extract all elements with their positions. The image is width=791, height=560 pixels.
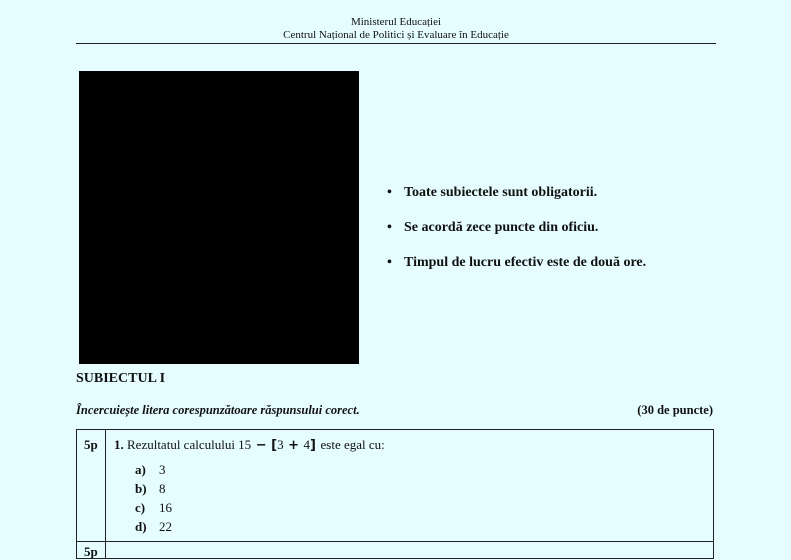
answer-option[interactable] [135,481,172,500]
rule-item [387,220,646,255]
questions-table [76,429,714,559]
answer-option[interactable] [135,519,172,538]
exam-rules-list [387,185,646,290]
operand: 3 [277,437,284,452]
question-score: 5p [84,544,98,559]
answer-value: 8 [159,481,166,496]
question-score: 5p [84,437,98,452]
redacted-block [79,71,359,364]
question-prefix: Rezultatul calculului 15 [127,437,252,452]
answer-value: 22 [159,519,172,534]
answer-option[interactable] [135,462,172,481]
section-title: SUBIECTUL I [76,371,166,386]
answer-letter: c) [135,500,146,515]
answer-options [135,462,172,538]
operand: 4 [303,437,311,452]
rule-text: Timpul de lucru efectiv este de două ore. [404,255,647,270]
answer-letter: d) [135,519,147,534]
rule-item [387,185,646,220]
bullet-icon: • [387,220,392,235]
ministry-name: Ministerul Educației [350,16,442,28]
bullet-icon: • [387,185,392,200]
operator: − [ [251,438,278,453]
answer-value: 16 [159,500,172,515]
center-name: Centrul Național de Politici și Evaluare în Educație [283,29,509,41]
operator: ] [310,438,321,453]
rule-text: Toate subiectele sunt obligatorii. [404,185,598,200]
section-instruction: Încercuiește litera corespunzătoare răspunsului corect. [76,403,360,417]
answer-value: 3 [159,462,166,477]
answer-option[interactable] [135,500,172,519]
document-header [76,16,716,42]
question-text [114,437,385,453]
column-divider [105,430,106,558]
answer-letter: a) [135,462,146,477]
answer-letter: b) [135,481,147,496]
rule-text: Se acordă zece puncte din oficiu. [404,220,599,235]
row-divider [77,541,713,542]
section-points: (30 de puncte) [637,403,713,417]
header-divider [76,43,716,44]
question-suffix: este egal cu: [320,437,385,452]
rule-item [387,255,646,290]
bullet-icon: • [387,255,392,270]
operator: + [283,438,304,453]
question-number: 1. [114,437,124,452]
